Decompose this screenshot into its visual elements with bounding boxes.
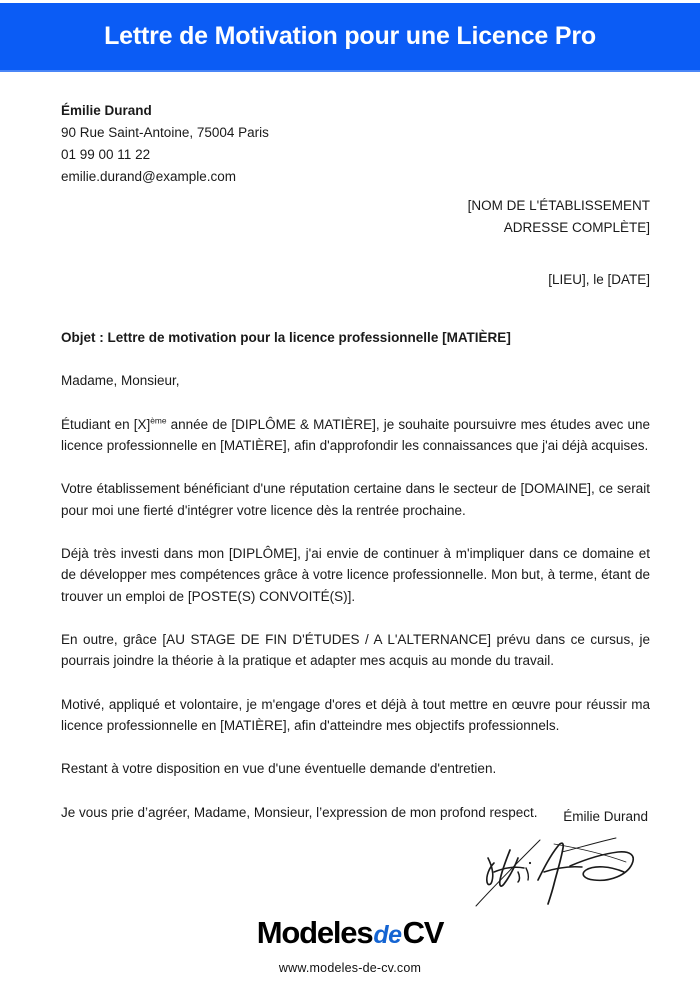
sender-block [61, 100, 269, 187]
handwritten-signature-icon [428, 828, 658, 908]
recipient-block [468, 195, 650, 239]
letter-salutation: Madame, Monsieur, [61, 373, 180, 389]
page-title: Lettre de Motivation pour une Licence Pro [104, 21, 596, 50]
page-header-banner [0, 3, 700, 72]
signature-block [428, 809, 658, 908]
letter-sheet [0, 72, 700, 990]
site-url: www.modeles-de-cv.com [278, 961, 422, 975]
logo-text-part-3: CV [402, 915, 444, 950]
recipient-line-2: ADRESSE COMPLÈTE] [503, 219, 650, 235]
site-logo [0, 917, 700, 948]
sender-address: 90 Rue Saint-Antoine, 75004 Paris [61, 124, 269, 140]
paragraph-1-text-before: Étudiant en [X] [61, 416, 151, 432]
place-and-date: [LIEU], le [DATE] [548, 272, 650, 287]
site-footer [0, 917, 700, 975]
letter-paragraph-6: Restant à votre disposition en vue d'une éventuelle demande d'entretien. [61, 761, 497, 777]
signature-name: Émilie Durand [563, 809, 648, 824]
sender-phone: 01 99 00 11 22 [61, 146, 151, 162]
letter-body [61, 327, 650, 845]
sender-email: emilie.durand@example.com [61, 168, 237, 184]
logo-text-part-2: de [373, 921, 402, 949]
letter-paragraph-4: En outre, grâce [AU STAGE DE FIN D'ÉTUDES / A L'ALTERNANCE] prévu dans ce cursus, je pourrais joindre la théorie à la pratique et adapter mes acquis au monde du travail. [61, 631, 650, 669]
sender-name: Émilie Durand [61, 103, 152, 118]
letter-paragraph-1 [61, 414, 650, 457]
paragraph-1-text-after: année de [DIPLÔME & MATIÈRE], je souhaite poursuivre mes études avec une licence professionnelle en [MATIÈRE], afin d'approfondir les connaissances que j'ai déjà acquises. [61, 416, 650, 453]
recipient-line-1: [NOM DE L'ÉTABLISSEMENT [467, 198, 650, 213]
ordinal-superscript: ème [150, 415, 167, 426]
logo-text-part-1: Modeles [256, 915, 373, 950]
letter-paragraph-5: Motivé, appliqué et volontaire, je m'engage d'ores et déjà à tout mettre en œuvre pour réussir ma licence professionnelle en [MATIÈRE], afin d'atteindre mes objectifs professionnels. [61, 696, 650, 733]
letter-subject: Objet : Lettre de motivation pour la licence professionnelle [MATIÈRE] [61, 330, 511, 345]
letter-paragraph-2: Votre établissement bénéficiant d'une réputation certaine dans le secteur de [DOMAINE], ce serait pour moi une fierté d'intégrer votre licence dès la rentrée prochaine. [61, 481, 650, 518]
letter-closing-formula: Je vous prie d’agréer, Madame, Monsieur, l’expression de mon profond respect. [61, 804, 538, 820]
letter-paragraph-3: Déjà très investi dans mon [DIPLÔME], j'ai envie de continuer à m'impliquer dans ce domaine et de développer mes compétences grâce à votre licence professionnelle. Mon but, à terme, étant de trouver un emploi de [POSTE(S) CONVOITÉ(S)]. [61, 545, 650, 604]
